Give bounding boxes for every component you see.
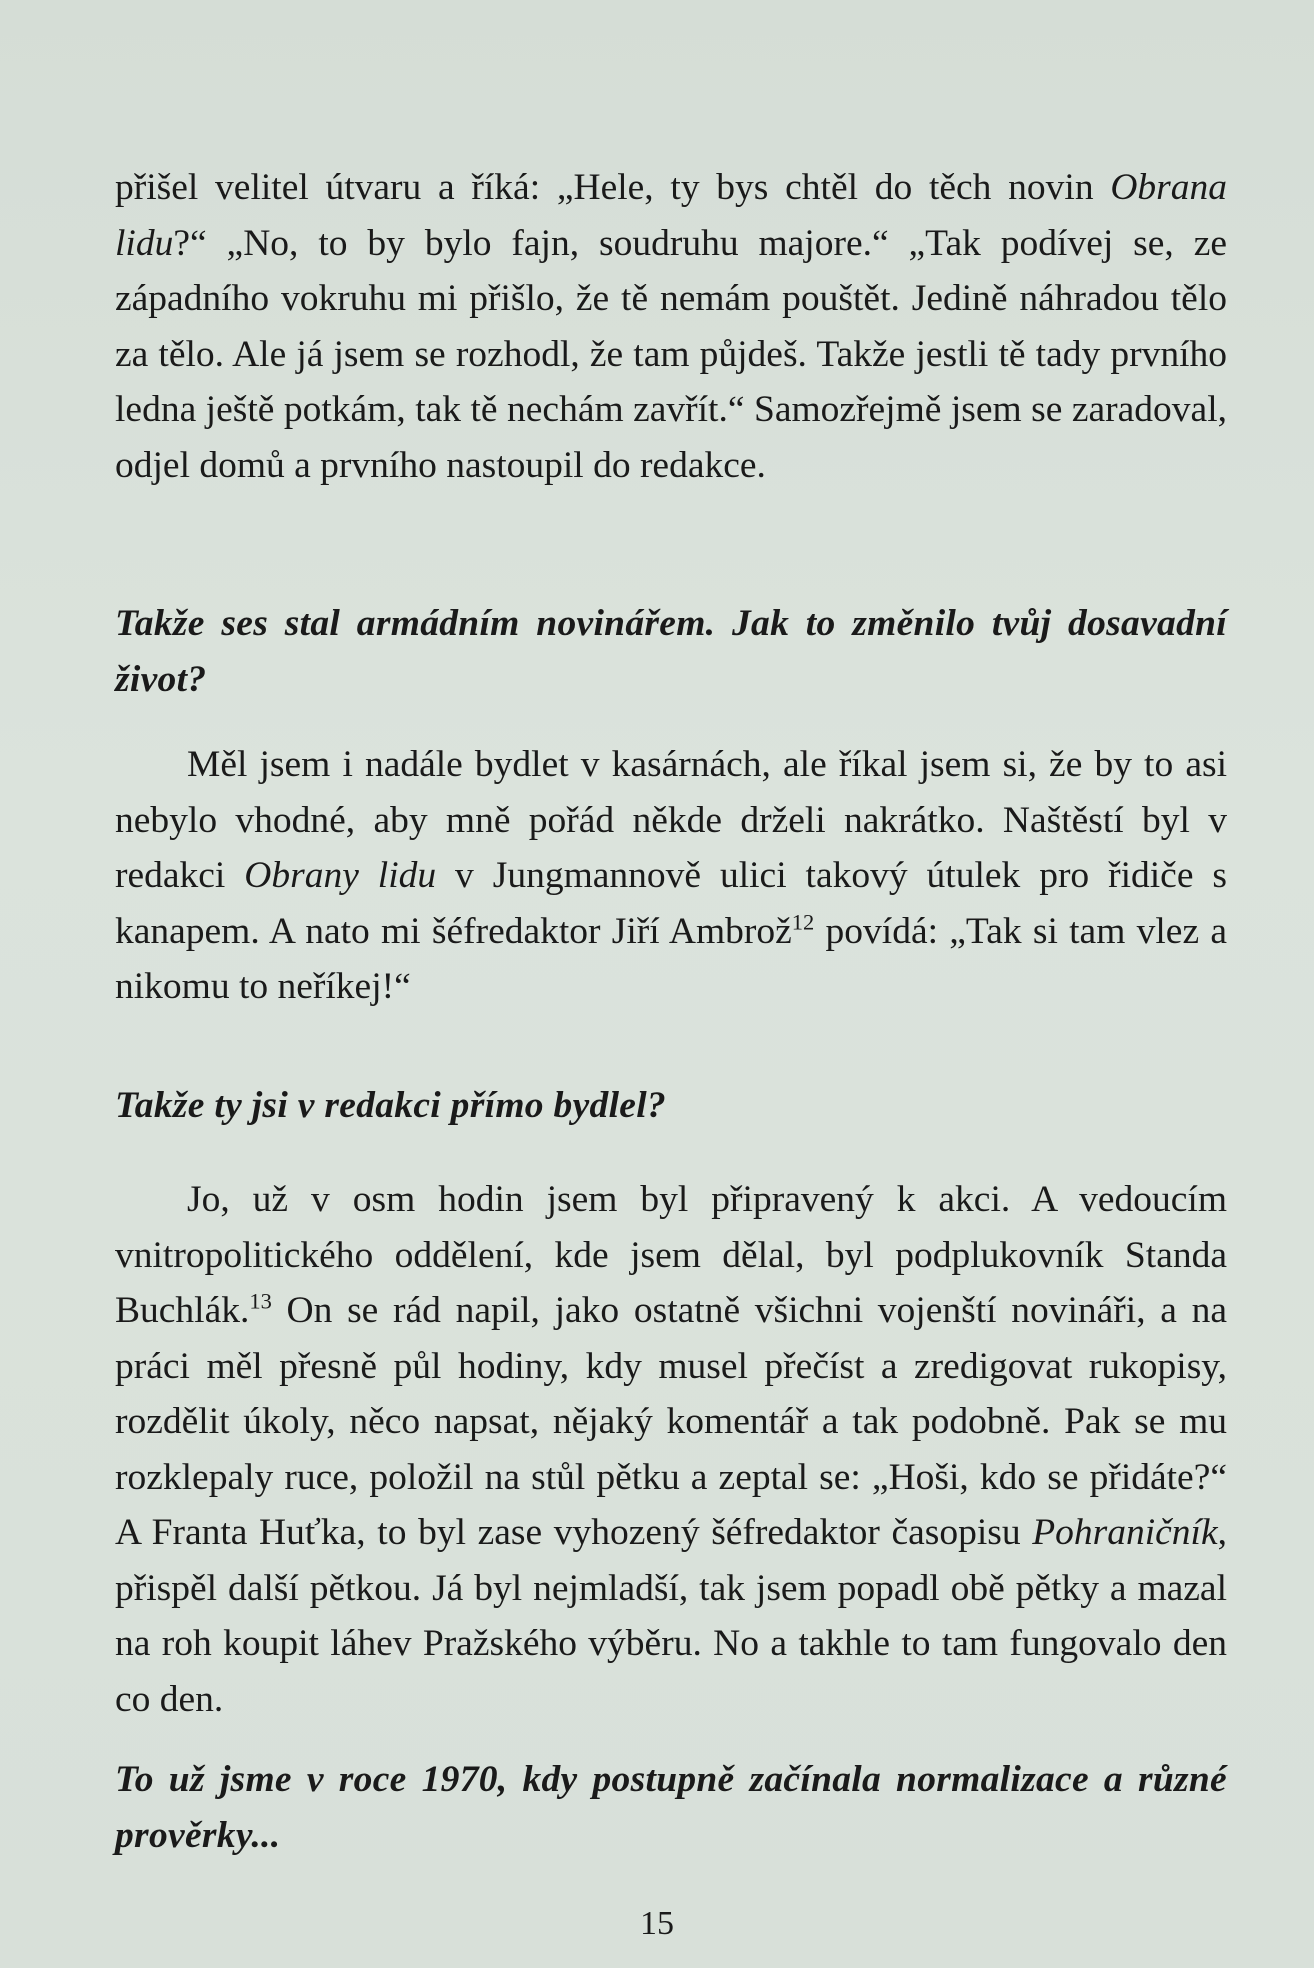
question-3 [115,1752,1227,1863]
question-2 [115,1078,1227,1134]
italic-title: Pohraničník [1032,1512,1218,1553]
paragraph-2 [115,737,1227,1015]
paragraph-text [115,160,1227,493]
paragraph-1 [115,160,1227,493]
text-run: On se rád napil, jako ostatně všichni vojenští novináři, a na práci měl přesně půl hodiny, kdy musel přečíst a zredigovat rukopisy, rozdělit úkoly, něco napsat, nějaký komentář a tak podobně. Pak se mu rozklepaly ruce, položil na stůl pětku a zeptal se: „Hoši, kdo se přidáte?“ A Franta Huťka, to byl zase vyhozený šéfredaktor časopisu [115,1290,1227,1553]
italic-title: Obrany lidu [244,855,437,896]
question-1 [115,596,1227,707]
paragraph-text [115,737,1227,1015]
text-run: ?“ „No, to by bylo fajn, soudruhu majore.“ „Tak podívej se, ze západního vokruhu mi přišlo, že tě nemám pouštět. Jedině náhradou tělo za tělo. Ale já jsem se rozhodl, že tam půjdeš. Takže jestli tě tady prvního ledna ještě potkám, tak tě nechám zavřít.“ Samozřejmě jsem se zaradoval, odjel domů a prvního nastoupil do redakce. [115,222,1227,486]
paragraph-text [115,1172,1227,1727]
page-number: 15 [640,1905,674,1942]
question-text: Takže ty jsi v redakci přímo bydlel? [115,1085,666,1126]
paragraph-3 [115,1172,1227,1727]
text-run: Jo, už v osm hodin jsem byl připravený k akci. A vedoucím vnitropolitického oddělení, kde jsem dělal, byl podplukovník Standa Buchlák. [115,1179,1227,1331]
footnote-marker: 12 [791,909,815,934]
question-text: To už jsme v roce 1970, kdy postupně začínala normalizace a různé prověrky... [115,1759,1227,1856]
footnote-marker: 13 [249,1288,272,1314]
text-run: povídá: „Tak si tam vlez a nikomu to neříkej!“ [115,910,1227,1007]
text-run: v Jungmannově ulici takový útulek pro řidiče s kanapem. A nato mi šéfredaktor Jiří Ambrož [115,855,1227,952]
text-run: přišel velitel útvaru a říká: „Hele, ty bys chtěl do těch novin [115,167,1111,208]
italic-title: Obrana lidu [115,167,1227,264]
text-run: Měl jsem i nadále bydlet v kasárnách, ale říkal jsem si, že by to asi nebylo vhodné, aby mně pořád někde drželi nakrátko. Naštěstí byl v redakci [115,744,1227,896]
text-run: , přispěl další pětkou. Já byl nejmladší, tak jsem popadl obě pětky a mazal na roh koupit láhev Pražského výběru. No a takhle to tam fungovalo den co den. [115,1512,1227,1720]
question-text: Takže ses stal armádním novinářem. Jak to změnilo tvůj dosavadní život? [115,603,1227,700]
